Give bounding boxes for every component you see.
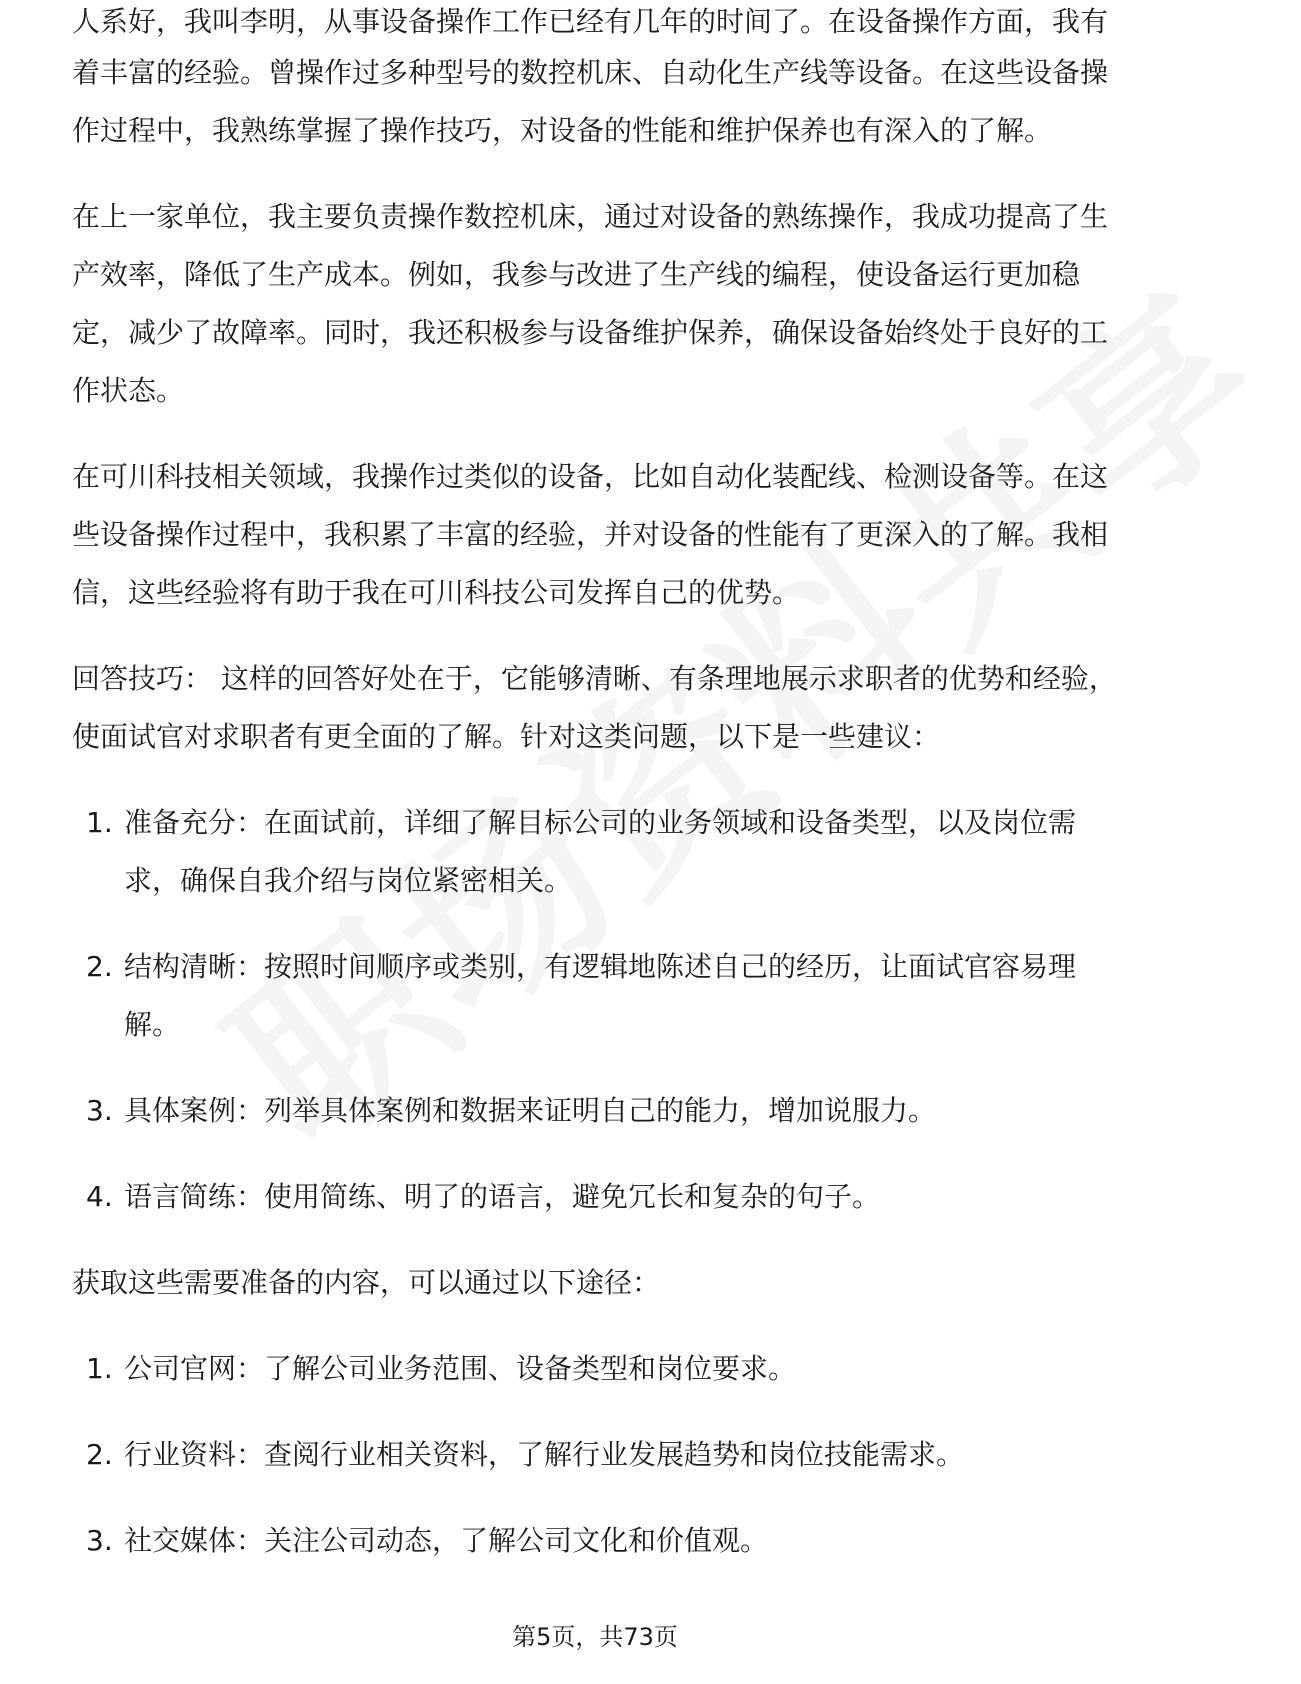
page-footer — [0, 1622, 1190, 1652]
paragraph-sources-intro: 获取这些需要准备的内容，可以通过以下途径： — [72, 1266, 661, 1299]
list-item — [72, 938, 1118, 1054]
paragraph-previous-job: 在上一家单位，我主要负责操作数控机床，通过对设备的熟练操作，我成功提高了生产效率，降低了生产成本。例如，我参与改进了生产线的编程，使设备运行更加稳定，减少了故障率。同时，我还积极参与设备维护保养，确保设备始终处于良好的工作状态。 — [72, 200, 1109, 407]
list-item-number: 1. — [86, 806, 113, 839]
list-item-number: 4. — [86, 1180, 113, 1213]
list-item-text: 准备充分：在面试前，详细了解目标公司的业务领域和设备类型，以及岗位需求，确保自我介绍与岗位紧密相关。 — [124, 806, 1077, 897]
list-item-text: 公司官网：了解公司业务范围、设备类型和岗位要求。 — [124, 1352, 797, 1385]
list-item — [72, 1426, 1118, 1484]
list-item-text: 结构清晰：按照时间顺序或类别，有逻辑地陈述自己的经历，让面试官容易理解。 — [124, 950, 1077, 1041]
list-item-text: 行业资料：查阅行业相关资料，了解行业发展趋势和岗位技能需求。 — [124, 1438, 965, 1471]
list-item-number: 2. — [86, 950, 113, 983]
list-item — [72, 1512, 1118, 1570]
list-item-number: 3. — [86, 1094, 113, 1127]
list-item — [72, 794, 1118, 910]
list-item-text: 具体案例：列举具体案例和数据来证明自己的能力，增加说服力。 — [124, 1094, 937, 1127]
cut-off-line-text: 人系好，我叫李明，从事设备操作工作已经有几年的时间了。在设备操作方面，我有 — [72, 5, 1109, 38]
list-item — [72, 1340, 1118, 1398]
paragraph-related-field: 在可川科技相关领域，我操作过类似的设备，比如自动化装配线、检测设备等。在这些设备操作过程中，我积累了丰富的经验，并对设备的性能有了更深入的了解。我相信，这些经验将有助于我在可川科技公司发挥自己的优势。 — [72, 460, 1109, 609]
tips-list — [72, 794, 1118, 1226]
document-body — [72, 5, 1118, 1598]
cut-off-line — [72, 5, 1118, 52]
list-item-text: 语言简练：使用简练、明了的语言，避免冗长和复杂的句子。 — [124, 1180, 881, 1213]
paragraph-experience: 着丰富的经验。曾操作过多种型号的数控机床、自动化生产线等设备。在这些设备操作过程中，我熟练掌握了操作技巧，对设备的性能和维护保养也有深入的了解。 — [72, 56, 1109, 147]
list-item-number: 2. — [86, 1438, 113, 1471]
list-item — [72, 1168, 1118, 1226]
list-item — [72, 1082, 1118, 1140]
paragraph-answer-tips: 回答技巧： 这样的回答好处在于，它能够清晰、有条理地展示求职者的优势和经验，使面试官对求职者有更全面的了解。针对这类问题，以下是一些建议： — [72, 662, 1117, 753]
page-number: 第5页，共73页 — [512, 1623, 678, 1651]
list-item-text: 社交媒体：关注公司动态，了解公司文化和价值观。 — [124, 1524, 769, 1557]
list-item-number: 3. — [86, 1524, 113, 1557]
sources-list — [72, 1340, 1118, 1570]
list-item-number: 1. — [86, 1352, 113, 1385]
